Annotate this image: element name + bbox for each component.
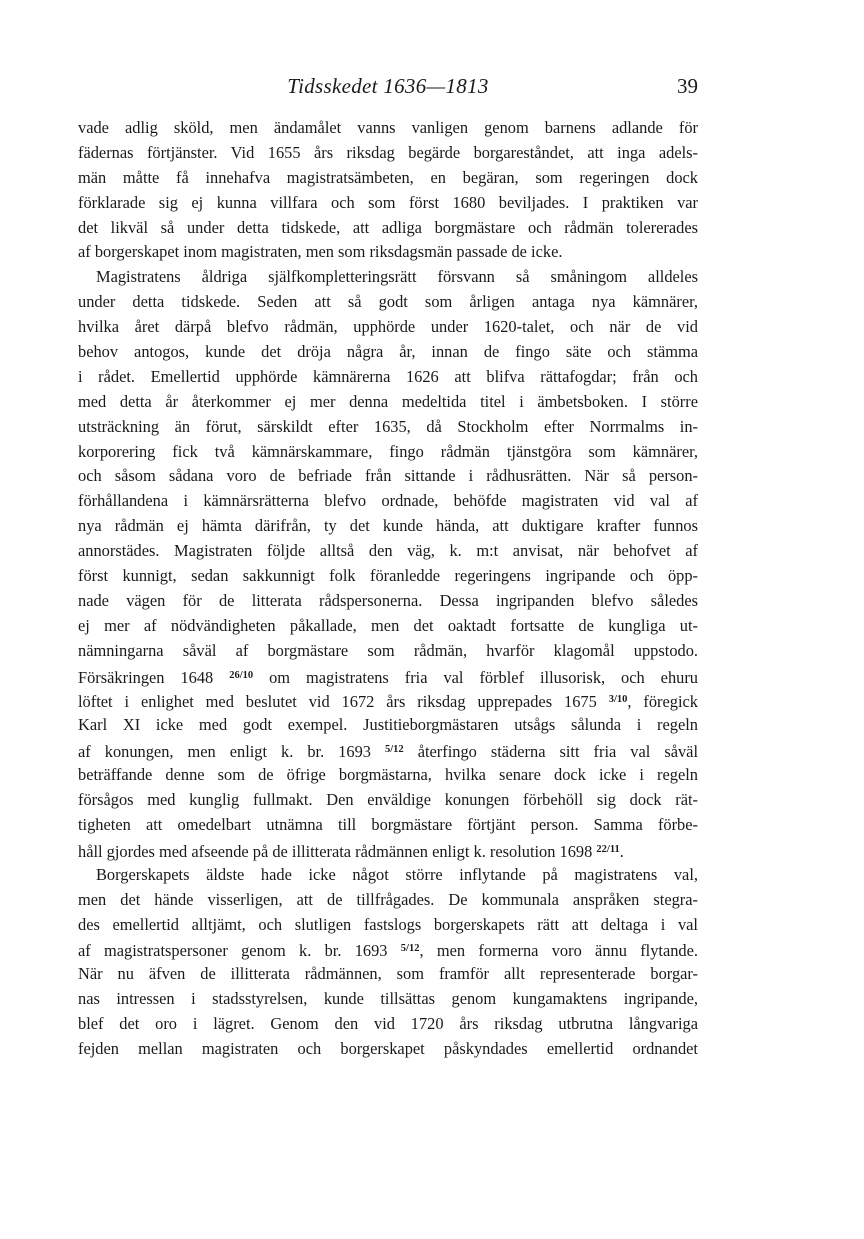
text-line: Magistratens åldriga själfkompletteringsrätt försvann så småningom alldeles xyxy=(96,267,698,287)
text-line: des emellertid alltjämt, och slutligen fastslogs borgerskapets rätt att deltaga i val xyxy=(78,914,698,934)
text-line: korporering fick två kämnärskammare, fingo rådmän tjänstgöra som kämnärer, xyxy=(78,441,698,461)
body-text xyxy=(78,116,698,1062)
date-fraction: 26/10 xyxy=(229,669,254,681)
text-line: men det hände visserligen, att de tillfrågades. De kommunala anspråken stegra- xyxy=(78,889,698,909)
text-line: af magistratspersoner genom k. br. 1693 $^{5/12}$, men formerna voro ännu flytande. xyxy=(78,941,698,961)
text-line: män måtte få innehafva magistratsämbeten, en begäran, som regeringen dock xyxy=(78,167,698,187)
text-line: utsträckning än förut, särskildt efter 1635, då Stockholm efter Norrmalms in- xyxy=(78,416,698,436)
text-line: Försäkringen 1648 $^{26/10}$ om magistratens fria val förblef illusorisk, och ehuru xyxy=(78,667,699,687)
text-line: vade adlig sköld, men ändamålet vanns vanligen genom barnens adlande för xyxy=(78,118,698,137)
date-fraction: 3/10 xyxy=(608,694,628,706)
text-line: med detta år återkommer ej mer denna medeltida titel i ämbetsboken. I större xyxy=(78,391,698,411)
text-line: och såsom sådana voro de befriade från sittande i rådhusrätten. När så person- xyxy=(78,466,698,486)
text-line: Borgerskapets äldste hade icke något större inflytande på magistratens val, xyxy=(96,864,698,884)
running-title: Tidsskedet 1636—1813 xyxy=(287,74,489,98)
text-line: fädernas förtjänster. Vid 1655 års riksdag begärde borgareståndet, att inga adels- xyxy=(78,142,698,162)
page-header xyxy=(78,74,698,106)
paragraph xyxy=(78,863,698,1062)
date-fraction: 22/11 xyxy=(596,843,620,855)
text-line: förhållandena i kämnärsrätterna blefvo ordnade, behöfde magistraten vid val af xyxy=(78,491,698,511)
text-line: fejden mellan magistraten och borgerskapet påskyndades emellertid ordnandet xyxy=(78,1038,698,1058)
text-line: försågos med kunglig fullmakt. Den enväldige konungen förbehöll sig dock rät- xyxy=(78,790,698,810)
text-line: När nu äfven de illitterata rådmännen, som framför allt representerade borgar- xyxy=(78,964,698,984)
text-line: Karl XI icke med godt exempel. Justitieborgmästaren utsågs sålunda i regeln xyxy=(78,715,698,735)
text-line: annorstädes. Magistraten följde alltså den väg, k. m:t anvisat, när behofvet af xyxy=(78,541,698,561)
page-number: 39 xyxy=(677,74,698,98)
text-line: det likväl så under detta tidskede, att adliga borgmästare och rådmän tolererades xyxy=(78,217,698,237)
text-line: tigheten att omedelbart utnämna till borgmästare förtjänt person. Samma förbe- xyxy=(78,814,698,834)
date-fraction: 5/12 xyxy=(400,943,420,955)
paragraph xyxy=(78,265,698,862)
paragraph xyxy=(78,116,698,265)
text-line: af borgerskapet inom magistraten, men som riksdagsmän passade de icke. xyxy=(78,242,563,262)
date-fraction: 5/12 xyxy=(385,744,404,756)
text-line: förklarade sig ej kunna villfara och som först 1680 beviljades. I praktiken var xyxy=(78,192,698,212)
text-line: hvilka året därpå blefvo rådmän, upphörde under 1620-talet, och när de vid xyxy=(78,317,698,337)
text-line: blef det oro i lägret. Genom den vid 1720 års riksdag utbrutna långvariga xyxy=(78,1014,698,1034)
text-line: löftet i enlighet med beslutet vid 1672 års riksdag upprepades 1675 $^{3/10}$, föregick xyxy=(78,692,698,712)
text-line: nas intressen i stadsstyrelsen, kunde tillsättas genom kungamaktens ingripande, xyxy=(78,989,698,1009)
text-line: i rådet. Emellertid upphörde kämnärerna 1626 att blifva rättafogdar; från och xyxy=(78,366,698,386)
text-line: under detta tidskede. Seden att så godt som årligen antaga nya kämnärer, xyxy=(78,292,698,312)
text-line: nya rådmän ej hämta därifrån, ty det kunde hända, att duktigare krafter funnos xyxy=(78,516,698,536)
text-line: ej mer af nödvändigheten påkallade, men det oaktadt fortsatte de kungliga ut- xyxy=(78,615,698,635)
text-line: håll gjordes med afseende på de illitterata rådmännen enligt k. resolution 1698 $^{22/11}$. xyxy=(78,841,624,861)
text-line: nämningarna såväl af borgmästare som rådmän, hvarför klagomål uppstodo. xyxy=(78,640,698,660)
text-line: af konungen, men enligt k. br. 1693 $^{5/12}$ återfingo städerna sitt fria val såväl xyxy=(78,742,699,762)
text-line: först kunnigt, sedan sakkunnigt folk föranledde regeringens ingripande och öpp- xyxy=(78,566,698,586)
text-line: behov antogos, kunde det dröja några år, innan de fingo säte och stämma xyxy=(78,342,698,362)
text-line: nade vägen för de litterata rådspersonerna. Dessa ingripanden blefvo således xyxy=(78,590,698,610)
text-line: beträffande denne som de öfrige borgmästarna, hvilka senare dock icke i regeln xyxy=(78,765,698,785)
